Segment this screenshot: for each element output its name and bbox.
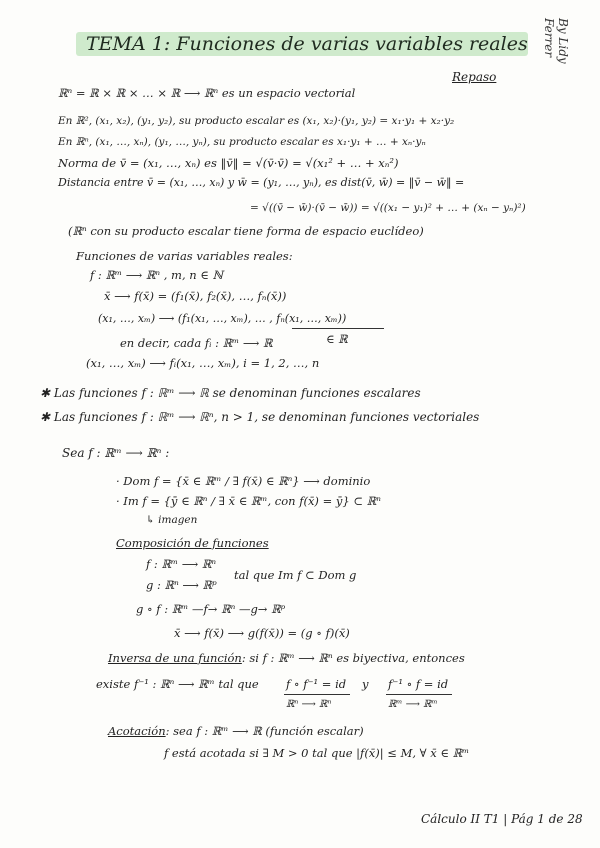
line-dom: · Dom f = {x̄ ∈ ℝᵐ / ∃ f(x̄) ∈ ℝⁿ} ⟶ dominio [116,474,371,488]
page-footer: Cálculo II T1 | Pág 1 de 28 [421,812,583,826]
acotacion-heading: Acotación [108,724,166,738]
composicion-heading: Composición de funciones [116,536,269,550]
inversa-heading: Inversa de una función [108,651,242,665]
line-f-finv: f ∘ f⁻¹ = id [286,677,347,691]
page-title-text: TEMA 1: Funciones de varias variables reales [86,33,528,55]
line-f-expanded: (x₁, …, xₘ) ⟶ (f₁(x₁, …, xₘ), … , fₙ(x₁, …, xₘ)) [98,312,347,325]
line-en-decir: en decir, cada fᵢ : ℝᵐ ⟶ ℝ [120,336,273,350]
line-norma: Norma de v̄ = (x₁, …, xₙ) es ‖v̄‖ = √(v̄·v̄) = √(x₁² + … + xₙ²) [58,156,399,170]
line-rm-rm: ℝᵐ ⟶ ℝᵐ [388,699,438,710]
line-distancia: Distancia entre v̄ = (x₁, …, xₙ) y w̄ = (y₁, …, yₙ), es dist(v̄, w̄) = ‖v̄ − w̄‖ = [58,176,465,189]
line-comp-gof: g ∘ f : ℝᵐ —f→ ℝⁿ —g→ ℝᵖ [136,602,286,616]
line-im: · Im f = {ȳ ∈ ℝⁿ / ∃ x̄ ∈ ℝᵐ, con f(x̄) = ȳ} ⊂ ℝⁿ [116,494,381,508]
line-rn: ℝⁿ = ℝ × ℝ × … × ℝ ⟶ ℝⁿ es un espacio vectorial [58,86,356,100]
line-acotada: f está acotada si ∃ M > 0 tal que |f(x̄)| ≤ M, ∀ x̄ ∈ ℝᵐ [164,746,470,760]
line-fi: (x₁, …, xₘ) ⟶ fᵢ(x₁, …, xₘ), i = 1, 2, …, n [86,356,320,370]
line-existe: existe f⁻¹ : ℝⁿ ⟶ ℝᵐ tal que [96,677,259,691]
line-comp-mapping: x̄ ⟶ f(x̄) ⟶ g(f(x̄)) = (g ∘ f)(x̄) [174,626,350,640]
line-sea: Sea f : ℝᵐ ⟶ ℝⁿ : [62,446,170,460]
page-title [76,32,528,56]
inversa-text: : si f : ℝᵐ ⟶ ℝⁿ es biyectiva, entonces [241,651,465,665]
line-f-components: x̄ ⟶ f(x̄) = (f₁(x̄), f₂(x̄), …, fₙ(x̄)) [104,289,287,303]
underline-f-finv [284,694,350,695]
line-r2: En ℝ², (x₁, x₂), (y₁, y₂), su producto escalar es (x₁, x₂)·(y₁, y₂) = x₁·y₁ + x₂·y₂ [58,115,455,127]
line-comp-f: f : ℝᵐ ⟶ ℝⁿ [146,557,217,571]
line-inversa [108,651,465,665]
line-f-def: f : ℝᵐ ⟶ ℝⁿ , m, n ∈ ℕ [90,268,223,282]
line-distancia-formula: = √((v̄ − w̄)·(v̄ − w̄)) = √((x₁ − y₁)² + … + (xₙ − yₙ)²) [250,202,526,214]
acotacion-text: : sea f : ℝᵐ ⟶ ℝ (función escalar) [165,724,364,738]
line-escalares: ✱ Las funciones f : ℝᵐ ⟶ ℝ se denominan funciones escalares [40,386,421,400]
underline-finv-f [386,694,452,695]
line-funciones-heading: Funciones de varias variables reales: [76,249,293,263]
line-acotacion [108,724,364,738]
repaso-label: Repaso [452,70,497,84]
line-rn-rn: ℝⁿ ⟶ ℝⁿ [286,699,332,710]
line-comp-g: g : ℝⁿ ⟶ ℝᵖ [146,578,217,592]
underbrace-line [292,328,384,329]
line-in-r: ∈ ℝ [326,332,348,346]
line-imagen: ↳ imagen [146,514,198,526]
line-euclideo: (ℝⁿ con su producto escalar tiene forma de espacio euclídeo) [68,224,424,238]
line-finv-f: f⁻¹ ∘ f = id [388,677,449,691]
line-vectoriales: ✱ Las funciones f : ℝᵐ ⟶ ℝⁿ, n > 1, se denominan funciones vectoriales [40,410,480,424]
author-note: By Lidy Ferrer [542,18,570,64]
line-rn-product: En ℝⁿ, (x₁, …, xₙ), (y₁, …, yₙ), su producto escalar es x₁·y₁ + … + xₙ·yₙ [58,136,426,148]
line-comp-condition: tal que Im f ⊂ Dom g [234,568,357,582]
line-y: y [362,677,369,691]
